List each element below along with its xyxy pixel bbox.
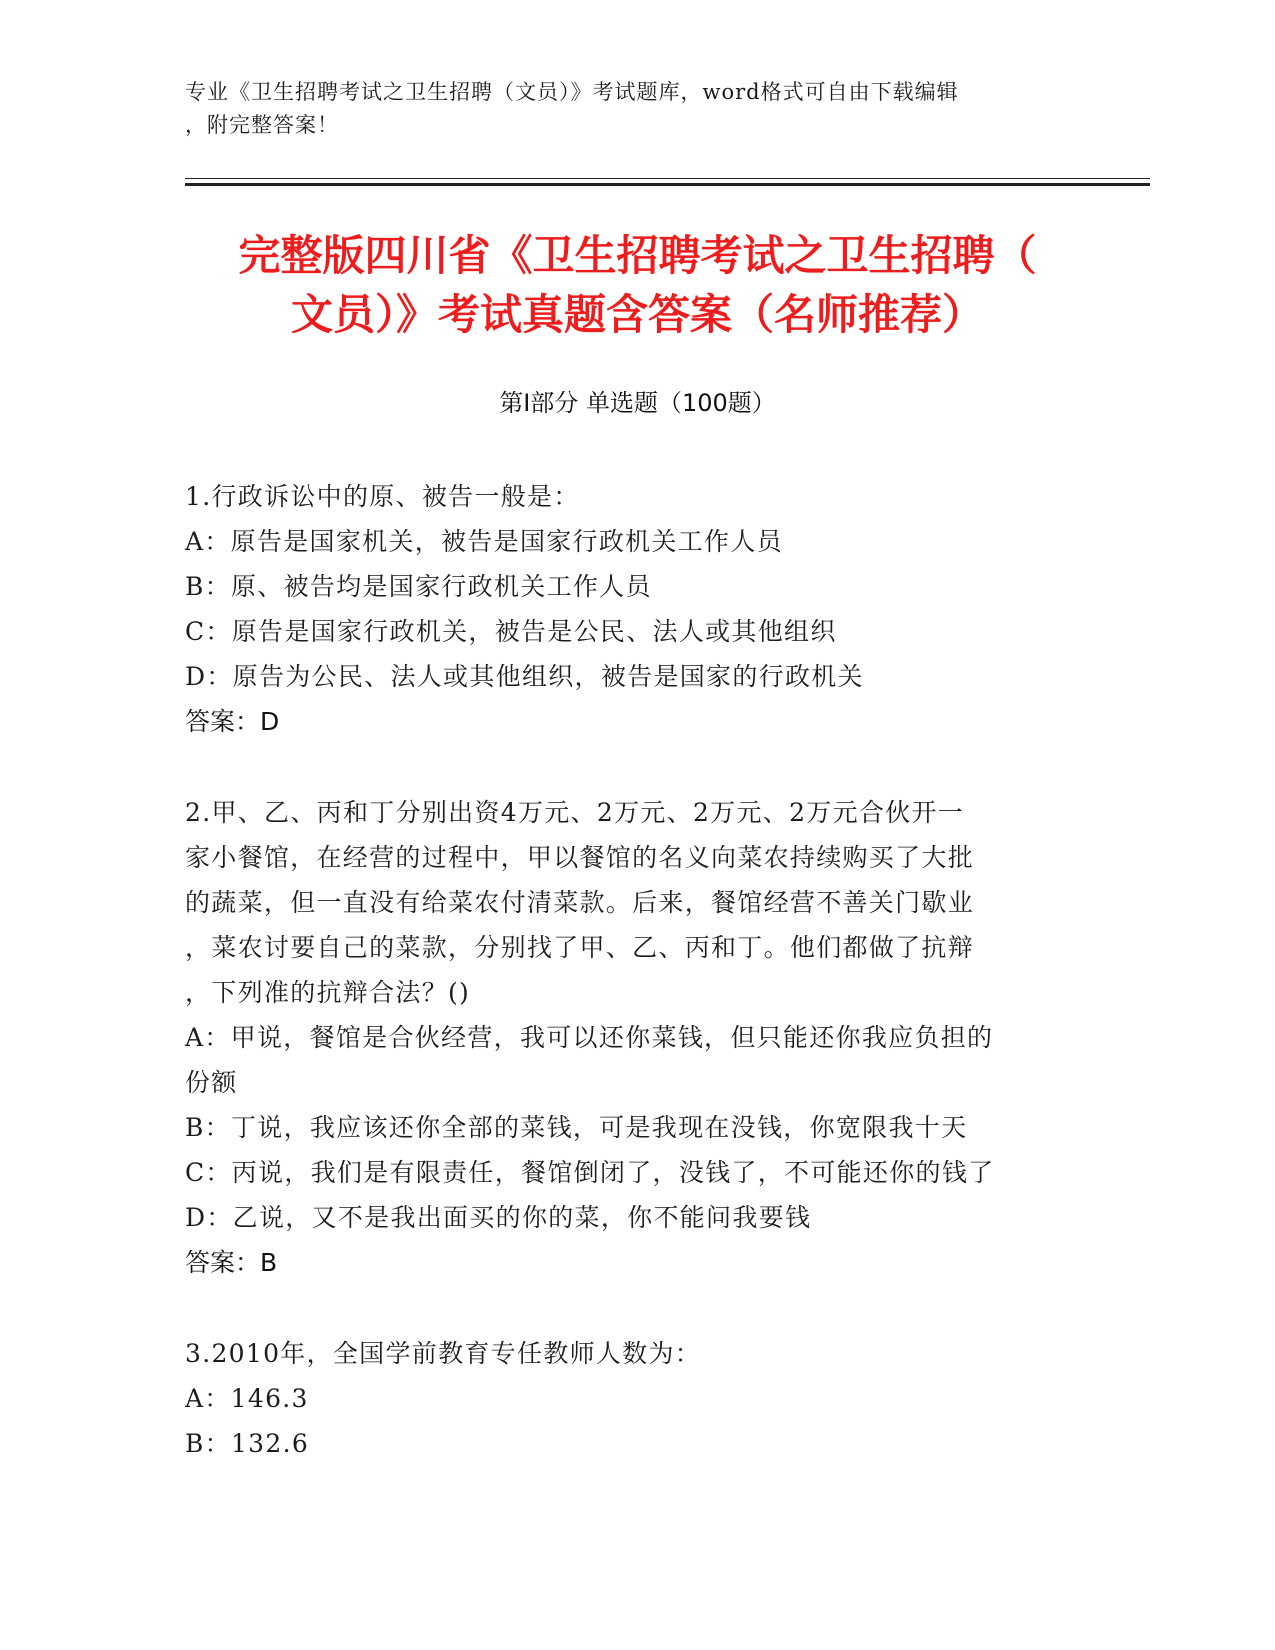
option-text-line: A：原告是国家机关，被告是国家行政机关工作人员 bbox=[185, 527, 783, 556]
header-note-line: ，附完整答案！ bbox=[185, 113, 339, 137]
header-note-line: 专业《卫生招聘考试之卫生招聘（文员）》考试题库，word格式可自由下载编辑 bbox=[185, 80, 959, 104]
option bbox=[185, 1421, 1065, 1466]
option-text-line: 份额 bbox=[185, 1068, 238, 1097]
option-text-line: A：甲说，餐馆是合伙经营，我可以还你菜钱，但只能还你我应负担的 bbox=[185, 1023, 994, 1052]
question-stem-line: 2.甲、乙、丙和丁分别出资4万元、2万元、2万元、2万元合伙开一 bbox=[185, 798, 965, 827]
document-title-line: 完整版四川省《卫生招聘考试之卫生招聘（ bbox=[238, 231, 1037, 280]
option-text-line: A：146.3 bbox=[185, 1384, 309, 1413]
question-stem-line: 3.2010年，全国学前教育专任教师人数为： bbox=[185, 1339, 702, 1368]
option bbox=[185, 1150, 1065, 1195]
option bbox=[185, 1195, 1065, 1240]
question-stem-line: 的蔬菜，但一直没有给菜农付清菜款。后来，餐馆经营不善关门歇业 bbox=[185, 888, 975, 917]
header-divider-thick bbox=[185, 183, 1150, 186]
option-text-line: D：乙说，又不是我出面买的你的菜，你不能问我要钱 bbox=[185, 1203, 812, 1232]
section-heading: 第Ⅰ部分 单选题（100题） bbox=[499, 389, 776, 417]
header-note bbox=[185, 76, 1065, 142]
question-list bbox=[185, 474, 1065, 1512]
question-stem-line: 家小餐馆，在经营的过程中，甲以餐馆的名义向菜农持续购买了大批 bbox=[185, 843, 975, 872]
question-stem-line: ，菜农讨要自己的菜款，分别找了甲、乙、丙和丁。他们都做了抗辩 bbox=[185, 933, 975, 962]
option bbox=[185, 1376, 1065, 1421]
option bbox=[185, 609, 1065, 654]
option bbox=[185, 564, 1065, 609]
option-text-line: C：丙说，我们是有限责任，餐馆倒闭了，没钱了，不可能还你的钱了 bbox=[185, 1158, 995, 1187]
document-title bbox=[150, 226, 1125, 344]
option bbox=[185, 1015, 1065, 1105]
option-text-line: B：原、被告均是国家行政机关工作人员 bbox=[185, 572, 652, 601]
option bbox=[185, 654, 1065, 699]
answer-label: 答案：D bbox=[185, 707, 280, 736]
document-title-line: 文员）》考试真题含答案（名师推荐） bbox=[290, 290, 984, 339]
option bbox=[185, 1105, 1065, 1150]
question-block bbox=[185, 790, 1065, 1285]
question-block bbox=[185, 474, 1065, 744]
header-divider-thin bbox=[185, 178, 1150, 179]
question-block bbox=[185, 1331, 1065, 1466]
option-text-line: D：原告为公民、法人或其他组织，被告是国家的行政机关 bbox=[185, 662, 864, 691]
option-text-line: C：原告是国家行政机关，被告是公民、法人或其他组织 bbox=[185, 617, 837, 646]
question-stem-line: ，下列准的抗辩合法？() bbox=[185, 978, 471, 1007]
answer-label: 答案：B bbox=[185, 1248, 278, 1277]
option-text-line: B：丁说，我应该还你全部的菜钱，可是我现在没钱，你宽限我十天 bbox=[185, 1113, 968, 1142]
option-text-line: B：132.6 bbox=[185, 1429, 310, 1458]
question-stem-line: 1.行政诉讼中的原、被告一般是： bbox=[185, 482, 580, 511]
option bbox=[185, 519, 1065, 564]
